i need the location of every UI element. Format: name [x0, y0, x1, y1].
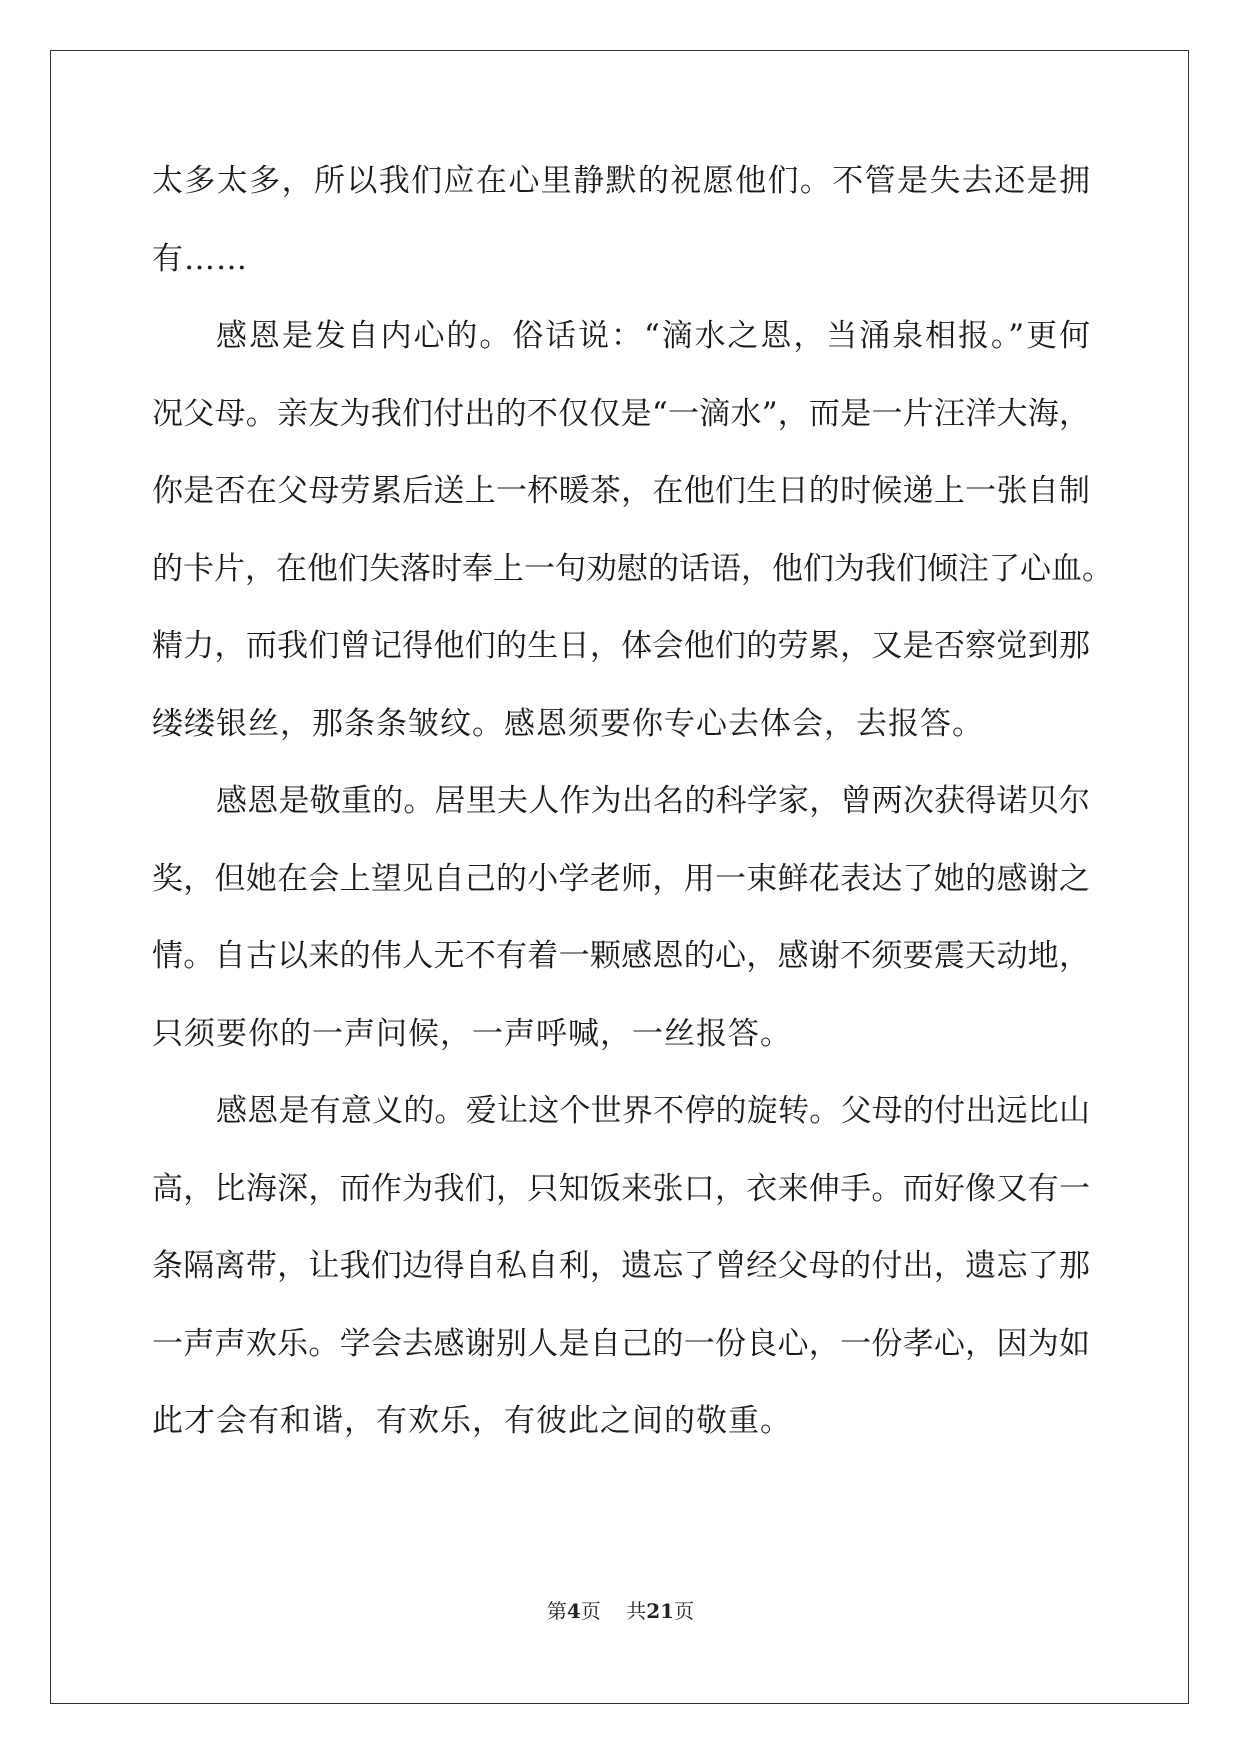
text-line: 你是否在父母劳累后送上一杯暖茶，在他们生日的时候递上一张自制	[152, 473, 1090, 509]
text-line: 太多太多，所以我们应在心里静默的祝愿他们。不管是失去还是拥	[152, 163, 1090, 199]
text-line: 奖，但她在会上望见自己的小学老师，用一束鲜花表达了她的感谢之	[152, 860, 1090, 897]
document-body	[152, 156, 1113, 1474]
footer-page-suffix: 页	[580, 1599, 601, 1623]
text-line: 精力，而我们曾记得他们的生日，体会他们的劳累，又是否察觉到那	[152, 628, 1090, 664]
page-footer	[0, 1595, 1241, 1624]
current-page-number: 4	[566, 1599, 581, 1623]
text-line: 有……	[152, 240, 248, 277]
text-line: 一声声欢乐。学会去感谢别人是自己的一份良心，一份孝心，因为如	[152, 1325, 1090, 1362]
paragraph-first-line: 感恩是发自内心的。俗话说：“滴水之恩，当涌泉相报。”更何	[216, 318, 1090, 354]
text-line: 只须要你的一声问候，一声呼喊，一丝报答。	[152, 1015, 792, 1052]
text-line: 此才会有和谐，有欢乐，有彼此之间的敬重。	[152, 1403, 792, 1439]
paragraph-first-line: 感恩是有意义的。爱让这个世界不停的旋转。父母的付出远比山	[216, 1093, 1090, 1129]
text-line: 的卡片，在他们失落时奉上一句劝慰的话语，他们为我们倾注了心血。	[152, 550, 1113, 587]
text-line: 情。自古以来的伟人无不有着一颗感恩的心，感谢不须要震天动地，	[152, 938, 1090, 974]
footer-total-prefix: 共	[626, 1599, 647, 1623]
text-line: 条隔离带，让我们边得自私自利，遗忘了曾经父母的付出，遗忘了那	[152, 1248, 1090, 1284]
text-line: 缕缕银丝，那条条皱纹。感恩须要你专心去体会，去报答。	[152, 705, 984, 742]
text-line: 高，比海深，而作为我们，只知饭来张口，衣来伸手。而好像又有一	[152, 1170, 1090, 1207]
text-line: 况父母。亲友为我们付出的不仅仅是“一滴水”，而是一片汪洋大海，	[152, 395, 1090, 432]
footer-prefix: 第	[546, 1599, 567, 1623]
total-pages-number: 21	[646, 1599, 675, 1623]
paragraph-first-line: 感恩是敬重的。居里夫人作为出名的科学家，曾两次获得诺贝尔	[216, 783, 1090, 819]
footer-total-suffix: 页	[674, 1599, 695, 1623]
